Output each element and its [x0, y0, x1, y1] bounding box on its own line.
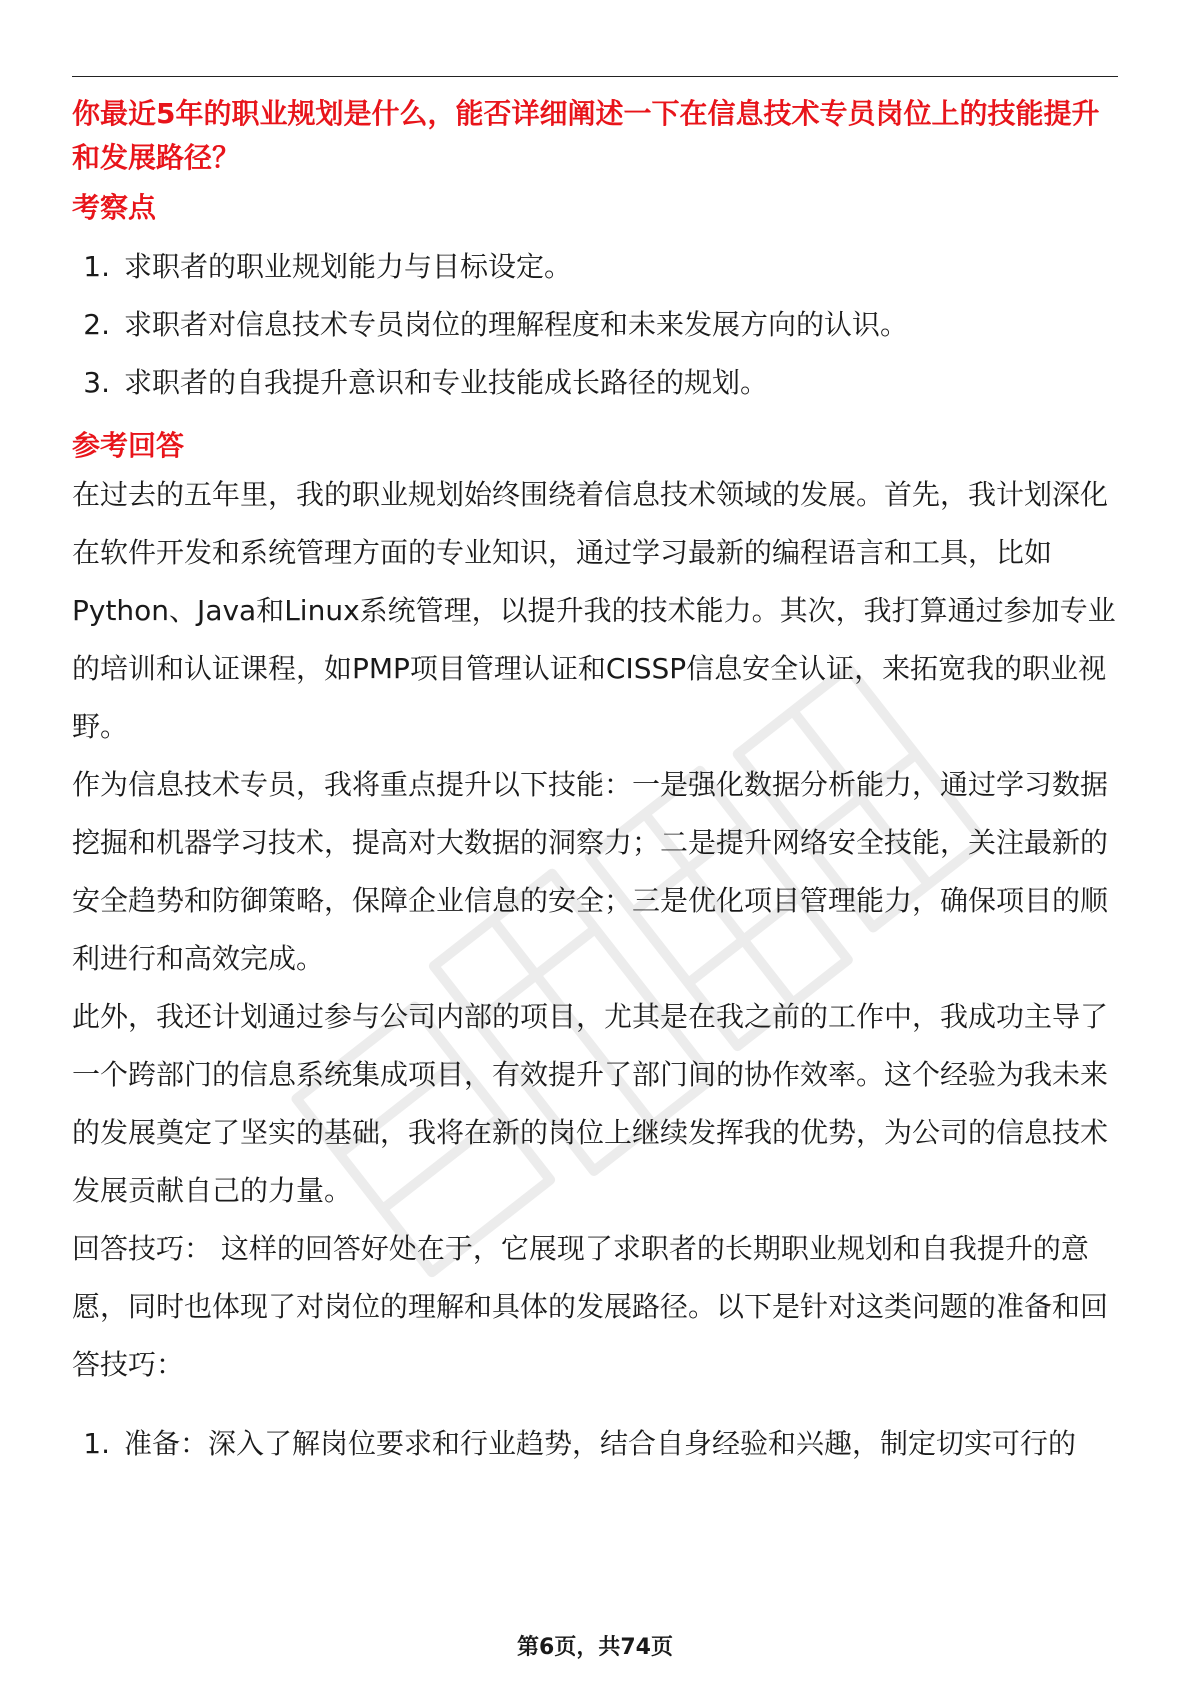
list-item	[72, 248, 1118, 286]
list-number: 3.	[83, 366, 110, 399]
list-item	[72, 364, 1118, 402]
list-item	[72, 1424, 1118, 1464]
points-list	[72, 248, 1118, 402]
tips-intro-paragraph: 回答技巧： 这样的回答好处在于，它展现了求职者的长期职业规划和自我提升的意愿，同时也体现了对岗位的理解和具体的发展路径。以下是针对这类问题的准备和回答技巧：	[72, 1232, 1109, 1381]
list-text: 求职者对信息技术专员岗位的理解程度和未来发展方向的认识。	[124, 308, 909, 341]
header-rule	[72, 76, 1118, 77]
list-number: 1.	[83, 250, 110, 283]
points-section-title: 考察点	[72, 191, 157, 224]
answer-paragraph: 在过去的五年里，我的职业规划始终围绕着信息技术领域的发展。首先，我计划深化在软件开发和系统管理方面的专业知识，通过学习最新的编程语言和工具，比如Python、Java和Linux系统管理，以提升我的技术能力。其次，我打算通过参加专业的培训和认证课程，如PMP项目管理认证和CISSP信息安全认证，来拓宽我的职业视野。	[72, 478, 1116, 743]
question-heading: 你最近5年的职业规划是什么，能否详细阐述一下在信息技术专员岗位上的技能提升和发展路径？	[72, 97, 1100, 174]
page-number-footer: 第6页，共74页	[517, 1635, 673, 1660]
tips-list	[72, 1424, 1118, 1464]
list-text: 求职者的职业规划能力与目标设定。	[124, 250, 573, 283]
list-number: 2.	[83, 308, 110, 341]
list-text: 准备：深入了解岗位要求和行业趋势，结合自身经验和兴趣，制定切实可行的	[124, 1427, 1077, 1460]
main-content	[72, 92, 1118, 1464]
list-text: 求职者的自我提升意识和专业技能成长路径的规划。	[124, 366, 769, 399]
answer-paragraph: 作为信息技术专员，我将重点提升以下技能：一是强化数据分析能力，通过学习数据挖掘和机器学习技术，提高对大数据的洞察力；二是提升网络安全技能，关注最新的安全趋势和防御策略，保障企业信息的安全；三是优化项目管理能力，确保项目的顺利进行和高效完成。	[72, 768, 1109, 975]
answer-section-title: 参考回答	[72, 429, 185, 462]
list-number: 1.	[83, 1427, 110, 1460]
answer-paragraph: 此外，我还计划通过参与公司内部的项目，尤其是在我之前的工作中，我成功主导了一个跨部门的信息系统集成项目，有效提升了部门间的协作效率。这个经验为我未来的发展奠定了坚实的基础，我将在新的岗位上继续发挥我的优势，为公司的信息技术发展贡献自己的力量。	[72, 1000, 1109, 1207]
list-item	[72, 306, 1118, 344]
